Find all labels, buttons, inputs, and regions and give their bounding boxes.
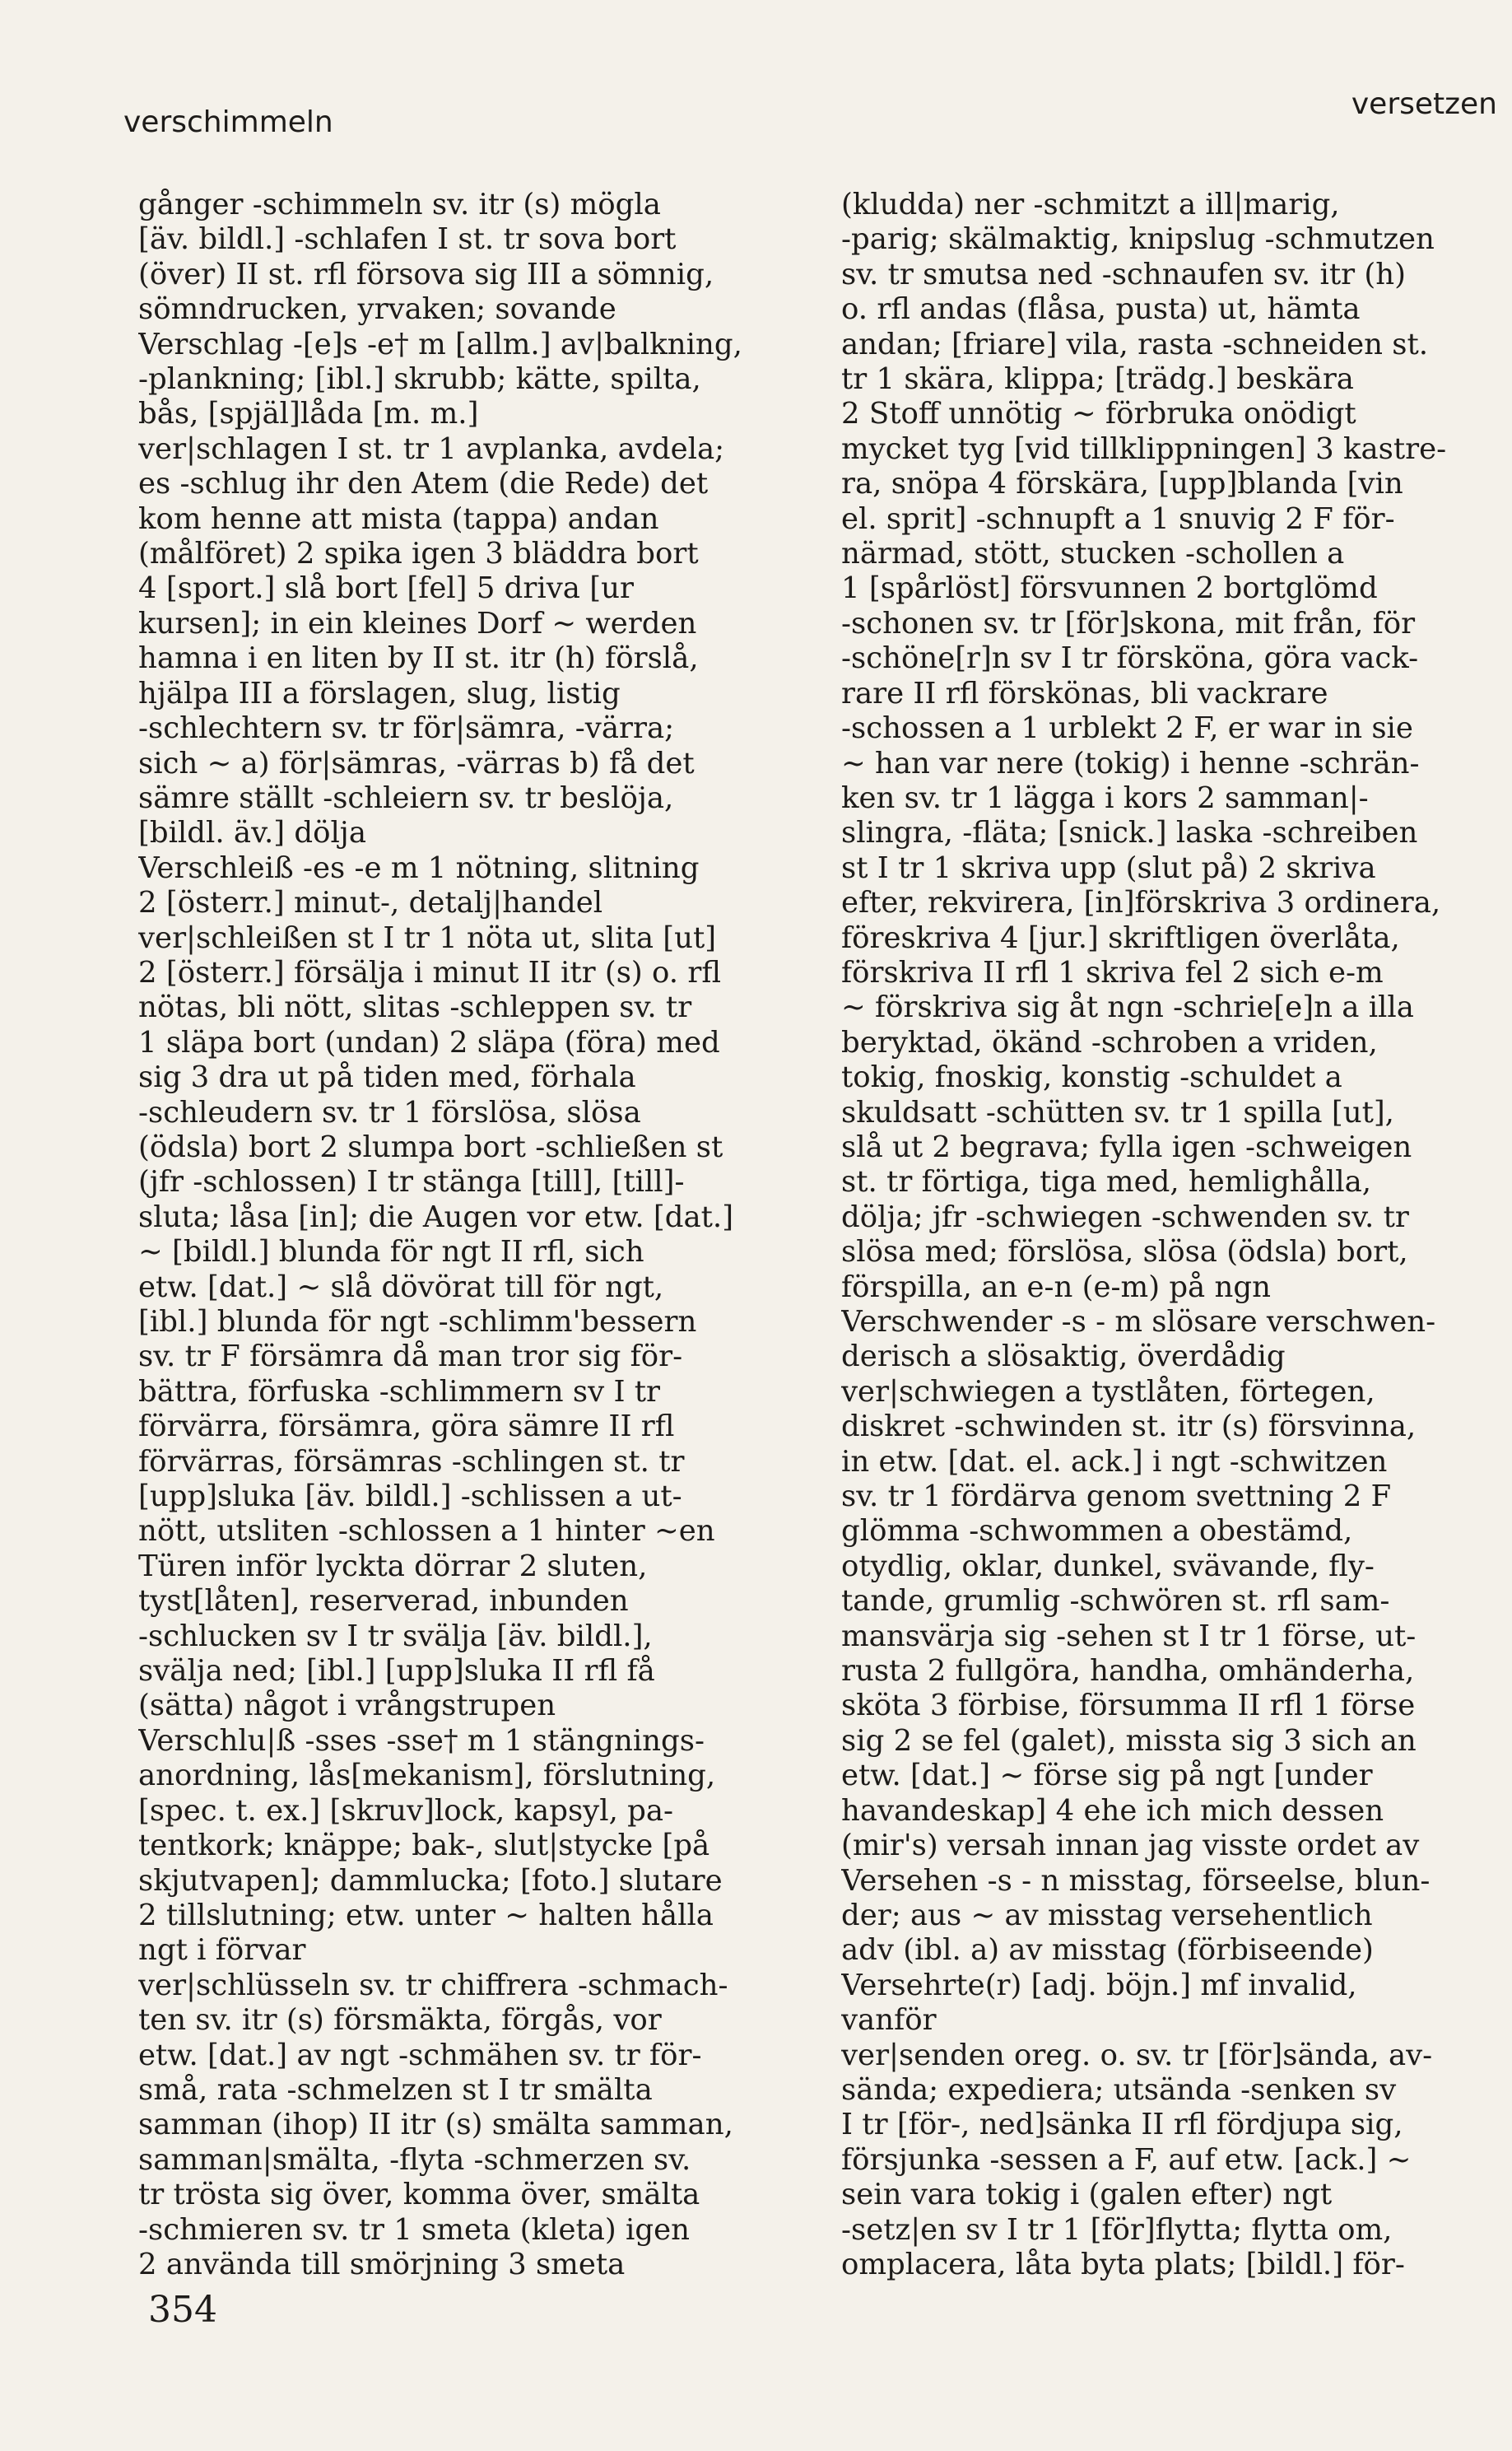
entry-line: sända; expediera; utsända -senken sv [841, 2072, 1397, 2107]
entry-line: bås, [spjäl]låda [m. m.] [138, 397, 479, 431]
entry-line: omplacera, låta byta plats; [bildl.] för- [841, 2247, 1405, 2281]
entry-line: (jfr -schlossen) I tr stänga [till], [till]- [138, 1165, 685, 1200]
entry-line: svälja ned; [ibl.] [upp]sluka II rfl få [138, 1654, 655, 1689]
entry-line: ver|schlagen I st. tr 1 avplanka, avdela; [138, 431, 725, 466]
right-guide-word: versetzen [1351, 87, 1497, 121]
entry-line: -setz|en sv I tr 1 [för]flytta; flytta om, [841, 2212, 1393, 2247]
page-number: 354 [148, 2289, 217, 2331]
entry-line: 2 [österr.] minut-, detalj|handel [138, 886, 603, 920]
entry-line: o. rfl andas (flåsa, pusta) ut, hämta [841, 292, 1361, 327]
entry-line: tokig, fnoskig, konstig -schuldet a [841, 1060, 1342, 1095]
entry-line: 4 [sport.] slå bort [fel] 5 driva [ur [138, 571, 634, 606]
entry-line: sich ~ a) för|sämras, -värras b) få det [138, 746, 695, 780]
entry-line: -schlucken sv I tr svälja [äv. bildl.], [138, 1619, 653, 1653]
left-column [138, 188, 789, 2282]
entry-line: [bildl. äv.] dölja [138, 816, 366, 850]
entry-line: -plankning; [ibl.] skrubb; kätte, spilta, [138, 362, 701, 397]
entry-line: sköta 3 förbise, försumma II rfl 1 förse [841, 1689, 1416, 1723]
entry-line: mansvärja sig -sehen st I tr 1 förse, ut- [841, 1619, 1417, 1653]
entry-line: förvärra, försämra, göra sämre II rfl [138, 1410, 675, 1444]
entry-line: es -schlug ihr den Atem (die Rede) det [138, 467, 709, 501]
entry-line: tyst[låten], reserverad, inbunden [138, 1584, 629, 1619]
entry-line: efter, rekvirera, [in]förskriva 3 ordinera, [841, 886, 1441, 920]
entry-line: sv. tr F försämra då man tror sig för- [138, 1340, 683, 1374]
entry-line: sv. tr smutsa ned -schnaufen sv. itr (h) [841, 257, 1406, 291]
entry-line: Verschlu|ß -sses -sse† m 1 stängnings- [138, 1723, 705, 1758]
entry-line: små, rata -schmelzen st I tr smälta [138, 2072, 653, 2107]
entry-line: -schonen sv. tr [för]skona, mit från, för [841, 606, 1416, 641]
entry-line: skuldsatt -schütten sv. tr 1 spilla [ut], [841, 1095, 1394, 1130]
entry-line: st I tr 1 skriva upp (slut på) 2 skriva [841, 850, 1376, 885]
entry-line: ver|schleißen st I tr 1 nöta ut, slita [ut] [138, 920, 717, 955]
entry-line: ~ förskriva sig åt ngn -schrie[e]n a illa [841, 990, 1414, 1025]
entry-line: -schöne[r]n sv I tr försköna, göra vack- [841, 641, 1419, 676]
entry-line: förskriva II rfl 1 skriva fel 2 sich e-m [841, 955, 1384, 990]
entry-line: etw. [dat.] av ngt -schmähen sv. tr för- [138, 2038, 702, 2072]
entry-line: sluta; låsa [in]; die Augen vor etw. [dat.] [138, 1200, 734, 1234]
entry-line: anordning, lås[mekanism], förslutning, [138, 1759, 716, 1793]
entry-line: gånger -schimmeln sv. itr (s) mögla [138, 188, 661, 221]
entry-line: rare II rfl förskönas, bli vackrare [841, 676, 1328, 711]
entry-line: vanför [841, 2003, 937, 2038]
entry-line: Verschleiß -es -e m 1 nötning, slitning [138, 850, 700, 885]
entry-line: otydlig, oklar, dunkel, svävande, fly- [841, 1549, 1375, 1583]
entry-line: -schleudern sv. tr 1 förslösa, slösa [138, 1095, 641, 1130]
entry-line: (målföret) 2 spika igen 3 bläddra bort [138, 537, 699, 571]
right-column [841, 188, 1477, 2282]
entry-line: dölja; jfr -schwiegen -schwenden sv. tr [841, 1200, 1409, 1234]
entry-line: samman (ihop) II itr (s) smälta samman, [138, 2108, 733, 2142]
entry-line: 1 släpa bort (undan) 2 släpa (föra) med [138, 1025, 720, 1060]
entry-line: [ibl.] blunda för ngt -schlimm'bessern [138, 1305, 697, 1339]
entry-line: förvärras, försämras -schlingen st. tr [138, 1444, 685, 1479]
entry-line: nött, utsliten -schlossen a 1 hinter ~en [138, 1514, 715, 1549]
entry-line: diskret -schwinden st. itr (s) försvinna, [841, 1410, 1417, 1444]
entry-line: -schmieren sv. tr 1 smeta (kleta) igen [138, 2212, 690, 2247]
entry-line: föreskriva 4 [jur.] skriftligen överlåta, [841, 920, 1400, 955]
entry-line: (mir's) versah innan jag visste ordet av [841, 1829, 1420, 1863]
entry-line: ten sv. itr (s) försmäkta, förgås, vor [138, 2003, 662, 2038]
entry-line: sig 2 se fel (galet), missta sig 3 sich an [841, 1723, 1417, 1758]
entry-line: kursen]; in ein kleines Dorf ~ werden [138, 606, 697, 641]
entry-line: -schlechtern sv. tr för|sämra, -värra; [138, 711, 675, 746]
entry-line: försjunka -sessen a F, auf etw. [ack.] ~ [841, 2142, 1412, 2177]
entry-line: etw. [dat.] ~ slå dövörat till för ngt, [138, 1270, 664, 1304]
entry-line: der; aus ~ av misstag versehentlich [841, 1898, 1373, 1932]
entry-line: sv. tr 1 fördärva genom svettning 2 F [841, 1479, 1392, 1514]
entry-line: I tr [för-, ned]sänka II rfl fördjupa sig, [841, 2108, 1403, 2142]
entry-line: förspilla, an e-n (e-m) på ngn [841, 1270, 1271, 1304]
entry-line: glömma -schwommen a obestämd, [841, 1514, 1353, 1549]
entry-line: sig 3 dra ut på tiden med, förhala [138, 1060, 636, 1095]
entry-line: Türen inför lyckta dörrar 2 sluten, [138, 1549, 648, 1583]
entry-line: 2 Stoff unnötig ~ förbruka onödigt [841, 397, 1356, 431]
entry-line: 2 [österr.] försälja i minut II itr (s) o. rfl [138, 955, 722, 990]
entry-line: hjälpa III a förslagen, slug, listig [138, 676, 621, 711]
entry-line: beryktad, ökänd -schroben a vriden, [841, 1025, 1378, 1060]
entry-line: Verschlag -[e]s -e† m [allm.] av|balkning, [138, 327, 742, 361]
entry-line: tentkork; knäppe; bak-, slut|stycke [på [138, 1829, 710, 1863]
entry-line: ken sv. tr 1 lägga i kors 2 samman|- [841, 780, 1369, 815]
entry-line: (över) II st. rfl försova sig III a sömnig, [138, 257, 714, 291]
entry-line: -parig; skälmaktig, knipslug -schmutzen [841, 222, 1435, 257]
entry-line: sämre ställt -schleiern sv. tr beslöja, [138, 780, 674, 815]
entry-line: etw. [dat.] ~ förse sig på ngt [under [841, 1759, 1373, 1793]
entry-line: [äv. bildl.] -schlafen I st. tr sova bort [138, 222, 677, 257]
entry-line: andan; [friare] vila, rasta -schneiden st. [841, 327, 1429, 361]
entry-line: sömndrucken, yrvaken; sovande [138, 292, 616, 327]
entry-line: Versehrte(r) [adj. böjn.] mf invalid, [841, 1968, 1357, 2002]
entry-line: närmad, stött, stucken -schollen a [841, 537, 1345, 571]
entry-line: samman|smälta, -flyta -schmerzen sv. [138, 2142, 691, 2177]
entry-line: kom henne att mista (tappa) andan [138, 501, 659, 536]
entry-line: in etw. [dat. el. ack.] i ngt -schwitzen [841, 1444, 1388, 1479]
entry-line: ver|schwiegen a tystlåten, förtegen, [841, 1374, 1375, 1409]
entry-line: (kludda) ner -schmitzt a ill|marig, [841, 188, 1340, 221]
entry-line: (sätta) något i vrångstrupen [138, 1689, 556, 1723]
entry-line: -schossen a 1 urblekt 2 F, er war in sie [841, 711, 1413, 746]
entry-line: slösa med; förslösa, slösa (ödsla) bort, [841, 1235, 1408, 1270]
entry-line: tr 1 skära, klippa; [trädg.] beskära [841, 362, 1354, 397]
entry-line: ver|schlüsseln sv. tr chiffrera -schmach- [138, 1968, 728, 2002]
entry-line: nötas, bli nött, slitas -schleppen sv. tr [138, 990, 692, 1025]
entry-line: ra, snöpa 4 förskära, [upp]blanda [vin [841, 467, 1403, 501]
entry-line: ~ han var nere (tokig) i henne -schrän- [841, 746, 1420, 780]
entry-line: el. sprit] -schnupft a 1 snuvig 2 F för- [841, 501, 1395, 536]
entry-line: Verschwender -s - m slösare verschwen- [841, 1305, 1436, 1339]
left-guide-word: verschimmeln [123, 105, 333, 139]
entry-line: sein vara tokig i (galen efter) ngt [841, 2178, 1333, 2212]
entry-line: bättra, förfuska -schlimmern sv I tr [138, 1374, 661, 1409]
entry-line: havandeskap] 4 ehe ich mich dessen [841, 1793, 1384, 1828]
entry-line: slå ut 2 begrava; fylla igen -schweigen [841, 1130, 1412, 1164]
entry-line: st. tr förtiga, tiga med, hemlighålla, [841, 1165, 1372, 1200]
entry-line: ngt i förvar [138, 1933, 306, 1968]
entry-line: [upp]sluka [äv. bildl.] -schlissen a ut- [138, 1479, 682, 1514]
entry-line: mycket tyg [vid tillklippningen] 3 kastre- [841, 431, 1447, 466]
entry-line: tr trösta sig över, komma över, smälta [138, 2178, 700, 2212]
entry-line: slingra, -fläta; [snick.] laska -schreiben [841, 816, 1418, 850]
entry-line: 2 använda till smörjning 3 smeta [138, 2247, 626, 2281]
entry-line: (ödsla) bort 2 slumpa bort -schließen st [138, 1130, 723, 1164]
entry-line: hamna i en liten by II st. itr (h) förslå, [138, 641, 699, 676]
entry-line: ver|senden oreg. o. sv. tr [för]sända, av- [841, 2038, 1433, 2072]
entry-line: rusta 2 fullgöra, handha, omhänderha, [841, 1654, 1415, 1689]
entry-line: derisch a slösaktig, överdådig [841, 1340, 1286, 1374]
entry-line: ~ [bildl.] blunda för ngt II rfl, sich [138, 1235, 644, 1270]
entry-line: 1 [spårlöst] försvunnen 2 bortglömd [841, 571, 1378, 606]
entry-line: tande, grumlig -schwören st. rfl sam- [841, 1584, 1390, 1619]
entry-line: adv (ibl. a) av misstag (förbiseende) [841, 1933, 1374, 1968]
entry-line: skjutvapen]; dammlucka; [foto.] slutare [138, 1863, 723, 1898]
entry-line: [spec. t. ex.] [skruv]lock, kapsyl, pa- [138, 1793, 674, 1828]
entry-line: 2 tillslutning; etw. unter ~ halten hålla [138, 1898, 714, 1932]
entry-line: Versehen -s - n misstag, förseelse, blun- [841, 1863, 1431, 1898]
